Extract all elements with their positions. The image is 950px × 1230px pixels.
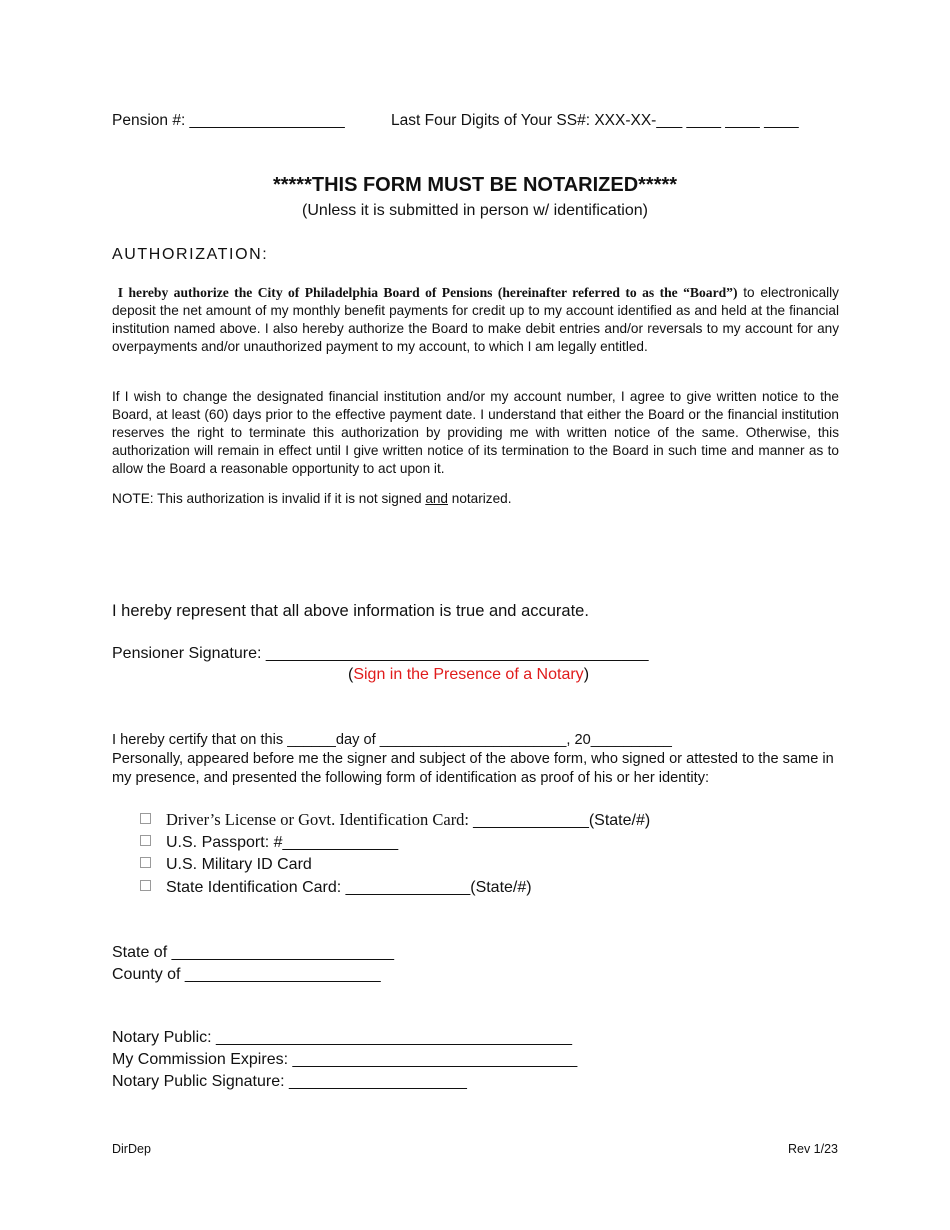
notary-instruction-text: Sign in the Presence of a Notary: [353, 666, 584, 683]
id-option-state-id[interactable]: [140, 877, 650, 900]
checkbox[interactable]: [140, 880, 151, 891]
certification-block: [112, 731, 839, 788]
note-suffix: notarized.: [448, 491, 512, 506]
page-title: *****THIS FORM MUST BE NOTARIZED*****: [272, 174, 678, 196]
notary-block: [112, 1027, 577, 1093]
county-field[interactable]: County of ______________________: [112, 966, 381, 983]
authorization-paragraph-2: If I wish to change the designated financial institution and/or my account number, I agree to give written notice to the Board, at least (60) days prior to the effective payment date. I understand that either the Board or the financial institution reserves the right to terminate this authorization by providing me with written notice of the same. Otherwise, this authorization will remain in effect until I give written notice of its termination to the Board in such time and manner as to allow the Board a reasonable opportunity to act upon it.: [112, 389, 839, 476]
notary-instruction: [348, 666, 589, 684]
authorization-paragraph-1: [112, 284, 839, 356]
id-option-label: State Identification Card: ______________(State/#): [166, 878, 532, 896]
id-option-passport[interactable]: [140, 832, 650, 855]
authorization-bold-text: I hereby authorize the City of Philadelphia Board of Pensions (hereinafter referred to as the “Board”): [117, 285, 738, 300]
notary-signature-field[interactable]: Notary Public Signature: ____________________: [112, 1073, 467, 1090]
authorization-note: [112, 491, 511, 506]
id-option-label: U.S. Passport: #_____________: [166, 833, 399, 851]
notary-instruction-close: ): [583, 666, 590, 683]
id-option-label: U.S. Military ID Card: [166, 856, 312, 873]
id-option-military-id[interactable]: [140, 854, 650, 877]
pensioner-signature-field[interactable]: Pensioner Signature: ___________________________________________: [112, 645, 649, 662]
location-block: [112, 942, 394, 986]
certification-date-line[interactable]: I hereby certify that on this ______day of _______________________, 20__________: [112, 732, 672, 748]
notary-instruction-open: (: [348, 666, 354, 683]
ssn-last-four-field[interactable]: Last Four Digits of Your SS#: XXX-XX-___ ____ ____ ____: [391, 112, 799, 129]
checkbox[interactable]: [140, 835, 151, 846]
state-field[interactable]: State of _________________________: [112, 944, 395, 961]
checkbox[interactable]: [140, 857, 151, 868]
authorization-body-text: to electronically deposit the net amount of my monthly benefit payments for credit up to my account identified as and held at the financial institution named above. I also hereby authorize the Board to make debit entries and/or reversals to my account for any overpayments and/or unauthorized payment to my account, to which I am legally entitled.: [112, 285, 839, 354]
notary-public-field[interactable]: Notary Public: ________________________________________: [112, 1029, 572, 1046]
representation-statement: I hereby represent that all above information is true and accurate.: [112, 602, 589, 620]
certification-body: Personally, appeared before me the signer and subject of the above form, who signed or attested to the same in my presence, and presented the following form of identification as proof of his or her identity:: [112, 751, 834, 786]
commission-expires-field[interactable]: My Commission Expires: ________________________________: [112, 1051, 578, 1068]
footer-revision: Rev 1/23: [787, 1142, 838, 1156]
note-prefix: NOTE: This authorization is invalid if it is not signed: [112, 491, 426, 506]
authorization-heading: AUTHORIZATION:: [112, 246, 269, 263]
page-subtitle: (Unless it is submitted in person w/ identification): [302, 202, 648, 219]
note-and-underlined: and: [425, 491, 448, 506]
id-option-field[interactable]: _____________(State/#): [473, 812, 651, 829]
id-option-label: Driver’s License or Govt. Identification Card:: [166, 810, 474, 829]
checkbox[interactable]: [140, 813, 151, 824]
pension-number-field[interactable]: Pension #: __________________: [112, 112, 345, 129]
footer-form-code: DirDep: [112, 1142, 151, 1156]
id-option-drivers-license[interactable]: [140, 809, 650, 832]
identification-options: [140, 809, 650, 899]
